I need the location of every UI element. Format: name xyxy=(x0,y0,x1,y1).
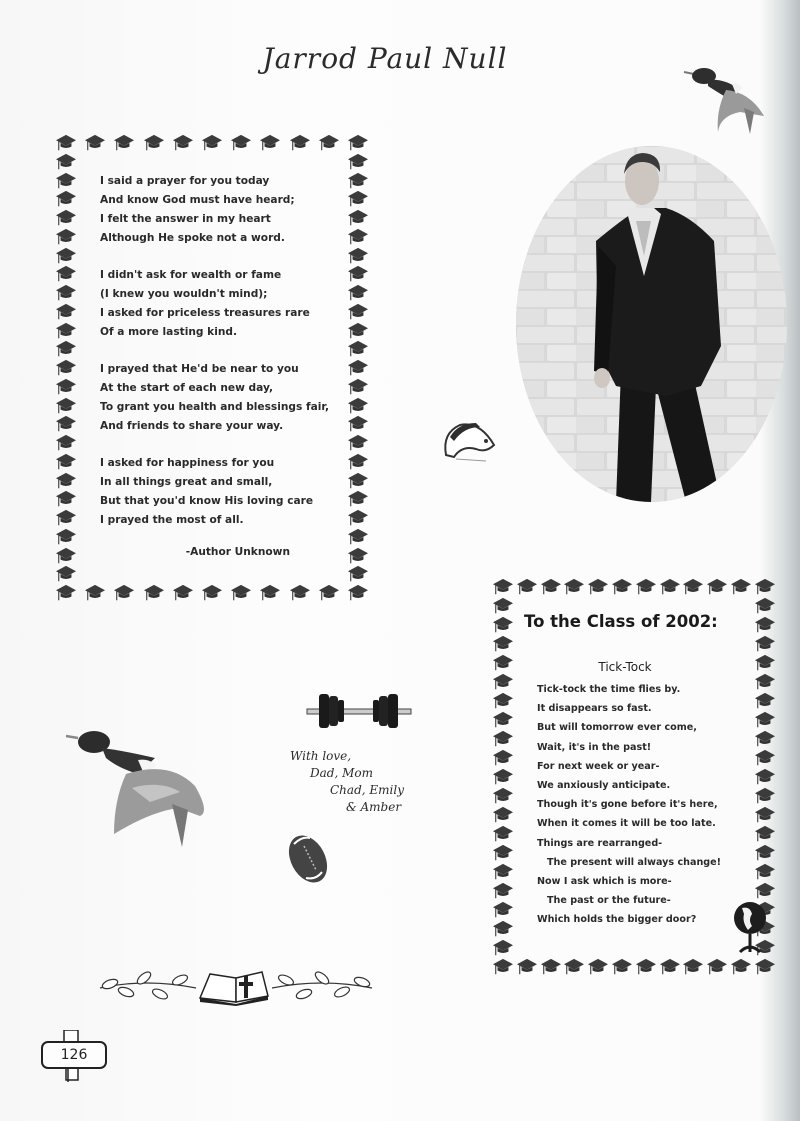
poem-line: I didn't ask for wealth or fame xyxy=(100,269,282,281)
tick-tock-poem xyxy=(537,680,752,930)
graduation-cap-icon xyxy=(492,710,514,730)
graduation-cap-icon xyxy=(492,786,514,806)
graduation-cap-icon xyxy=(754,653,776,673)
graduation-cap-icon xyxy=(706,957,728,977)
graduation-cap-icon xyxy=(55,339,77,359)
graduation-cap-icon xyxy=(754,786,776,806)
poem-line: Of a more lasting kind. xyxy=(100,326,237,338)
graduation-cap-icon xyxy=(201,133,223,153)
poem-stanza xyxy=(100,360,330,436)
graduation-cap-icon xyxy=(492,577,514,597)
graduation-cap-icon xyxy=(587,577,609,597)
graduation-cap-icon xyxy=(55,564,77,584)
signature-line: Dad, Mom xyxy=(310,766,373,780)
poem-line: I asked for happiness for you xyxy=(100,457,275,469)
graduation-cap-icon xyxy=(682,577,704,597)
graduation-cap-icon xyxy=(347,564,369,584)
duck-icon xyxy=(680,62,772,134)
graduation-cap-icon xyxy=(563,577,585,597)
portrait-photo xyxy=(516,146,787,502)
graduation-cap-icon xyxy=(55,546,77,566)
graduation-cap-icon xyxy=(540,957,562,977)
graduation-cap-icon xyxy=(587,957,609,977)
graduation-cap-icon xyxy=(492,672,514,692)
graduation-cap-icon xyxy=(492,691,514,711)
graduation-cap-icon xyxy=(347,133,369,153)
graduation-cap-icon xyxy=(492,824,514,844)
graduation-cap-icon xyxy=(492,729,514,749)
poem-line: And know God must have heard; xyxy=(100,194,295,206)
graduation-cap-icon xyxy=(347,508,369,528)
graduation-cap-icon xyxy=(55,433,77,453)
graduation-cap-icon xyxy=(230,583,252,603)
graduation-cap-icon xyxy=(55,452,77,472)
duck-icon xyxy=(60,722,215,847)
graduation-cap-icon xyxy=(492,938,514,958)
poem-line: The present will always change! xyxy=(547,856,722,868)
poem-line: I prayed the most of all. xyxy=(100,514,244,526)
poem-author: -Author Unknown xyxy=(185,546,290,558)
graduation-cap-icon xyxy=(230,133,252,153)
barbell-icon xyxy=(305,688,413,736)
graduation-cap-icon xyxy=(347,208,369,228)
globe-icon xyxy=(730,896,770,958)
graduation-cap-icon xyxy=(55,396,77,416)
graduation-cap-icon xyxy=(143,583,165,603)
graduation-cap-icon xyxy=(347,358,369,378)
graduation-cap-icon xyxy=(492,843,514,863)
graduation-cap-icon xyxy=(55,189,77,209)
poem-line: To grant you health and blessings fair, xyxy=(100,401,330,413)
poem-line: Which holds the bigger door? xyxy=(537,914,697,926)
graduation-cap-icon xyxy=(492,919,514,939)
graduation-cap-icon xyxy=(754,843,776,863)
poem-stanza xyxy=(100,454,330,530)
signature-line: & Amber xyxy=(346,800,402,814)
prayer-poem xyxy=(100,172,330,548)
graduation-cap-icon xyxy=(754,957,776,977)
graduation-cap-icon xyxy=(347,527,369,547)
graduation-cap-icon xyxy=(492,805,514,825)
graduation-cap-icon xyxy=(754,767,776,787)
graduation-cap-icon xyxy=(55,208,77,228)
poem-line: I asked for priceless treasures rare xyxy=(100,307,310,319)
poem-line: (I knew you wouldn't mind); xyxy=(100,288,268,300)
poem-line: Tick-tock the time flies by. xyxy=(537,684,681,695)
graduation-cap-icon xyxy=(754,710,776,730)
graduation-cap-icon xyxy=(55,471,77,491)
graduation-cap-icon xyxy=(55,508,77,528)
graduation-cap-icon xyxy=(754,824,776,844)
graduation-cap-icon xyxy=(55,489,77,509)
graduation-cap-icon xyxy=(55,527,77,547)
graduation-cap-icon xyxy=(347,264,369,284)
graduation-cap-icon xyxy=(55,227,77,247)
graduation-cap-icon xyxy=(201,583,223,603)
graduation-cap-icon xyxy=(84,583,106,603)
graduation-cap-icon xyxy=(113,133,135,153)
graduation-cap-icon xyxy=(347,227,369,247)
graduation-cap-icon xyxy=(492,653,514,673)
graduation-cap-icon xyxy=(516,577,538,597)
graduation-cap-icon xyxy=(611,957,633,977)
graduation-cap-icon xyxy=(754,691,776,711)
poem-stanza xyxy=(100,266,330,342)
poem-line: Things are rearranged- xyxy=(537,837,663,849)
graduation-cap-icon xyxy=(347,433,369,453)
graduation-cap-icon xyxy=(347,489,369,509)
graduation-cap-icon xyxy=(55,171,77,191)
graduation-cap-icon xyxy=(730,957,752,977)
graduation-cap-icon xyxy=(347,414,369,434)
portrait-illustration xyxy=(516,146,787,502)
graduation-cap-icon xyxy=(347,471,369,491)
poem-line: And friends to share your way. xyxy=(100,420,284,432)
poem-stanza xyxy=(100,172,330,248)
graduation-cap-icon xyxy=(706,577,728,597)
graduation-cap-icon xyxy=(516,957,538,977)
poem-line: Wait, it's in the past! xyxy=(537,741,652,753)
poem-line: I said a prayer for you today xyxy=(100,175,270,187)
graduation-cap-icon xyxy=(347,283,369,303)
poem-line: But that you'd know His loving care xyxy=(100,495,314,507)
graduation-cap-icon xyxy=(347,377,369,397)
graduation-cap-icon xyxy=(113,583,135,603)
poem-line: Although He spoke not a word. xyxy=(100,232,285,244)
graduation-cap-icon xyxy=(754,596,776,616)
football-icon xyxy=(284,832,332,886)
graduation-cap-icon xyxy=(754,729,776,749)
graduation-cap-icon xyxy=(55,377,77,397)
graduation-cap-icon xyxy=(754,615,776,635)
graduation-cap-icon xyxy=(492,900,514,920)
graduation-cap-icon xyxy=(492,615,514,635)
graduation-cap-icon xyxy=(318,133,340,153)
graduation-cap-icon xyxy=(754,577,776,597)
page-number: 126 xyxy=(41,1041,107,1069)
graduation-cap-icon xyxy=(172,133,194,153)
graduation-cap-icon xyxy=(55,321,77,341)
graduation-cap-icon xyxy=(84,133,106,153)
graduation-cap-icon xyxy=(347,246,369,266)
fish-icon xyxy=(436,415,500,465)
signature-line: Chad, Emily xyxy=(330,783,404,797)
graduation-cap-icon xyxy=(682,957,704,977)
bible-icon xyxy=(200,972,268,1006)
graduation-cap-icon xyxy=(492,767,514,787)
graduation-cap-icon xyxy=(143,133,165,153)
graduation-cap-icon xyxy=(347,152,369,172)
tick-tock-title: Tick-Tock xyxy=(598,660,652,674)
graduation-cap-icon xyxy=(318,583,340,603)
page-title: Jarrod Paul Null xyxy=(262,42,508,75)
graduation-cap-icon xyxy=(55,358,77,378)
graduation-cap-icon xyxy=(347,396,369,416)
graduation-cap-icon xyxy=(347,189,369,209)
poem-line: When it comes it will be too late. xyxy=(537,818,716,830)
graduation-cap-icon xyxy=(659,577,681,597)
poem-line: I felt the answer in my heart xyxy=(100,213,271,225)
graduation-cap-icon xyxy=(259,583,281,603)
poem-line: At the start of each new day, xyxy=(100,382,274,394)
graduation-cap-icon xyxy=(289,133,311,153)
graduation-cap-icon xyxy=(55,152,77,172)
graduation-cap-icon xyxy=(347,452,369,472)
class-heading: To the Class of 2002: xyxy=(524,612,718,631)
signature-line: With love, xyxy=(290,749,352,763)
graduation-cap-icon xyxy=(55,583,77,603)
graduation-cap-icon xyxy=(492,957,514,977)
graduation-cap-icon xyxy=(55,264,77,284)
graduation-cap-icon xyxy=(347,339,369,359)
graduation-cap-icon xyxy=(347,546,369,566)
graduation-cap-icon xyxy=(347,302,369,322)
poem-line: The past or the future- xyxy=(547,895,671,907)
graduation-cap-icon xyxy=(55,302,77,322)
poem-line: It disappears so fast. xyxy=(537,703,652,715)
graduation-cap-icon xyxy=(492,634,514,654)
graduation-cap-icon xyxy=(259,133,281,153)
graduation-cap-icon xyxy=(540,577,562,597)
family-signature xyxy=(290,748,404,816)
graduation-cap-icon xyxy=(635,577,657,597)
graduation-cap-icon xyxy=(754,634,776,654)
graduation-cap-icon xyxy=(754,672,776,692)
graduation-cap-icon xyxy=(492,862,514,882)
graduation-cap-icon xyxy=(55,133,77,153)
graduation-cap-icon xyxy=(754,862,776,882)
poem-line: But will tomorrow ever come, xyxy=(537,722,697,734)
graduation-cap-icon xyxy=(754,748,776,768)
graduation-cap-icon xyxy=(347,321,369,341)
poem-line: For next week or year- xyxy=(537,760,660,772)
graduation-cap-icon xyxy=(563,957,585,977)
graduation-cap-icon xyxy=(754,805,776,825)
graduation-cap-icon xyxy=(492,881,514,901)
poem-line: Though it's gone before it's here, xyxy=(537,799,718,811)
graduation-cap-icon xyxy=(492,748,514,768)
poem-line: In all things great and small, xyxy=(100,476,273,488)
graduation-cap-icon xyxy=(730,577,752,597)
graduation-cap-icon xyxy=(659,957,681,977)
graduation-cap-icon xyxy=(55,414,77,434)
graduation-cap-icon xyxy=(289,583,311,603)
graduation-cap-icon xyxy=(492,596,514,616)
graduation-cap-icon xyxy=(55,283,77,303)
poem-line: Now I ask which is more- xyxy=(537,876,672,888)
graduation-cap-icon xyxy=(347,171,369,191)
graduation-cap-icon xyxy=(172,583,194,603)
graduation-cap-icon xyxy=(635,957,657,977)
graduation-cap-icon xyxy=(347,583,369,603)
poem-line: We anxiously anticipate. xyxy=(537,780,671,792)
poem-line: I prayed that He'd be near to you xyxy=(100,363,299,375)
bible-vine-icon xyxy=(96,964,376,1006)
graduation-cap-icon xyxy=(55,246,77,266)
graduation-cap-icon xyxy=(611,577,633,597)
